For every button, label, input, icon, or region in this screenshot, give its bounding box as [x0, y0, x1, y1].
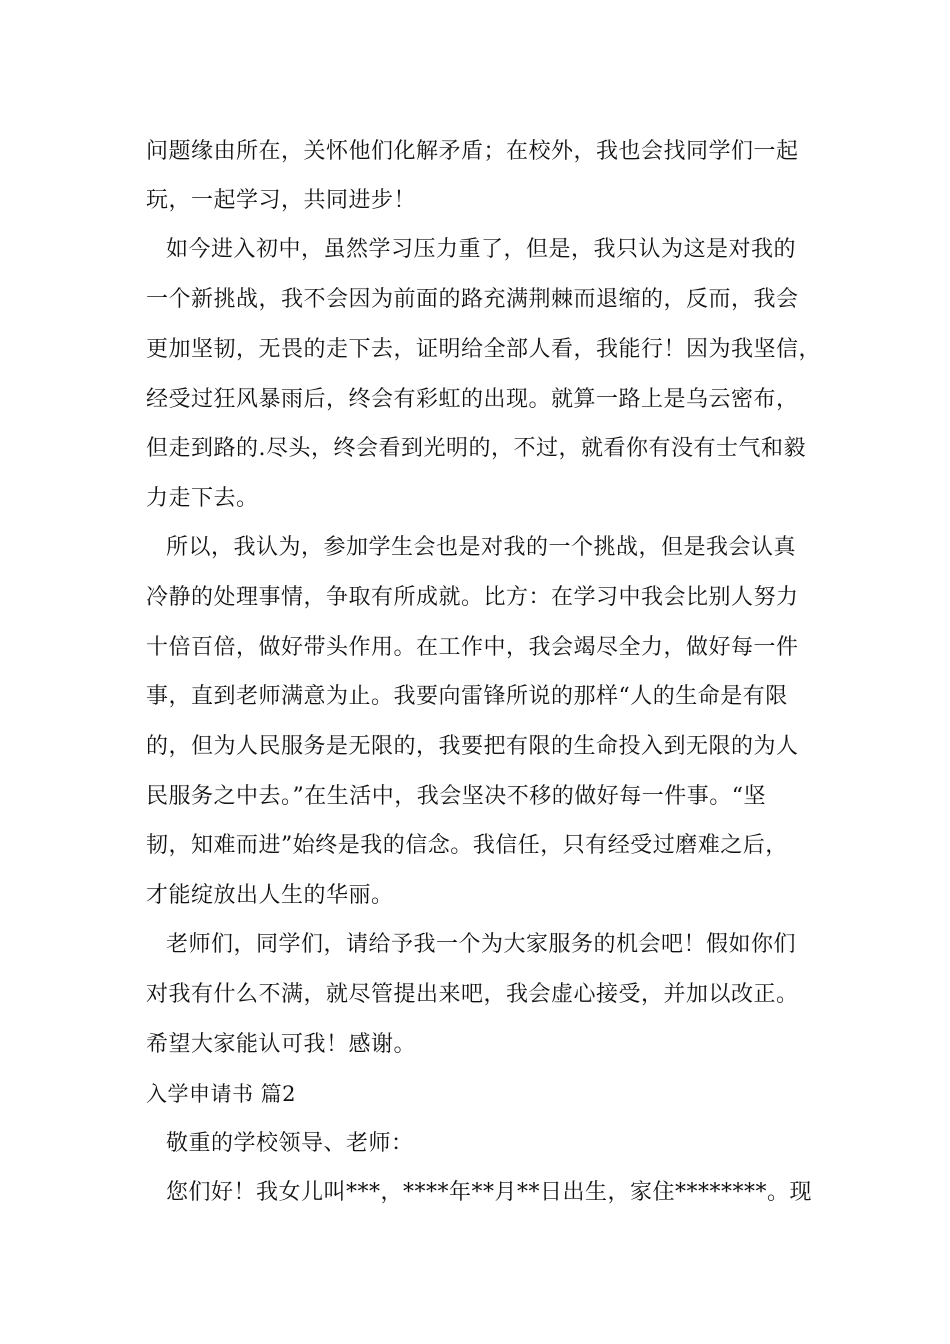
text-line: 十倍百倍，做好带头作用。在工作中，我会竭尽全力，做好每一件 — [146, 635, 799, 660]
text-line: 才能绽放出人生的华丽。 — [146, 883, 394, 908]
text-line: 但走到路的.尽头，终会看到光明的，不过，就看你有没有士气和毅 — [146, 436, 806, 461]
text-line: 一个新挑战，我不会因为前面的路充满荆棘而退缩的，反而，我会 — [146, 287, 799, 312]
text-line: 民服务之中去。”在生活中，我会坚决不移的做好每一件事。“坚 — [146, 784, 766, 809]
text-line: 经受过狂风暴雨后，终会有彩虹的出现。就算一路上是乌云密布， — [146, 387, 799, 412]
text-line: 玩，一起学习，共同进步！ — [146, 188, 417, 213]
salutation: 敬重的学校领导、老师： — [166, 1131, 414, 1156]
text-line: 事，直到老师满意为止。我要向雷锋所说的那样“人的生命是有限 — [146, 684, 788, 709]
paragraph-first-line: 您们好！我女儿叫***，****年**月**日出生，家住********。现 — [166, 1180, 813, 1205]
paragraph-first-line: 老师们，同学们，请给予我一个为大家服务的机会吧！假如你们 — [166, 932, 797, 957]
text-line: 力走下去。 — [146, 486, 259, 511]
section-heading: 入学申请书 篇2 — [146, 1082, 297, 1106]
text-line: 希望大家能认可我！感谢。 — [146, 1032, 417, 1057]
paragraph-first-line: 如今进入初中，虽然学习压力重了，但是，我只认为这是对我的 — [166, 237, 797, 262]
text-line: 问题缘由所在，关怀他们化解矛盾；在校外，我也会找同学们一起 — [146, 139, 799, 164]
text-line: 韧，知难而进”始终是我的信念。我信任，只有经受过磨难之后， — [146, 833, 788, 858]
text-line: 更加坚韧，无畏的走下去，证明给全部人看，我能行！因为我坚信， — [146, 337, 822, 362]
paragraph-first-line: 所以，我认为，参加学生会也是对我的一个挑战，但是我会认真 — [166, 535, 797, 560]
text-line: 对我有什么不满，就尽管提出来吧，我会虚心接受，并加以改正。 — [146, 982, 799, 1007]
text-line: 的，但为人民服务是无限的，我要把有限的生命投入到无限的为人 — [146, 734, 799, 759]
text-line: 冷静的处理事情，争取有所成就。比方：在学习中我会比别人努力 — [146, 585, 799, 610]
